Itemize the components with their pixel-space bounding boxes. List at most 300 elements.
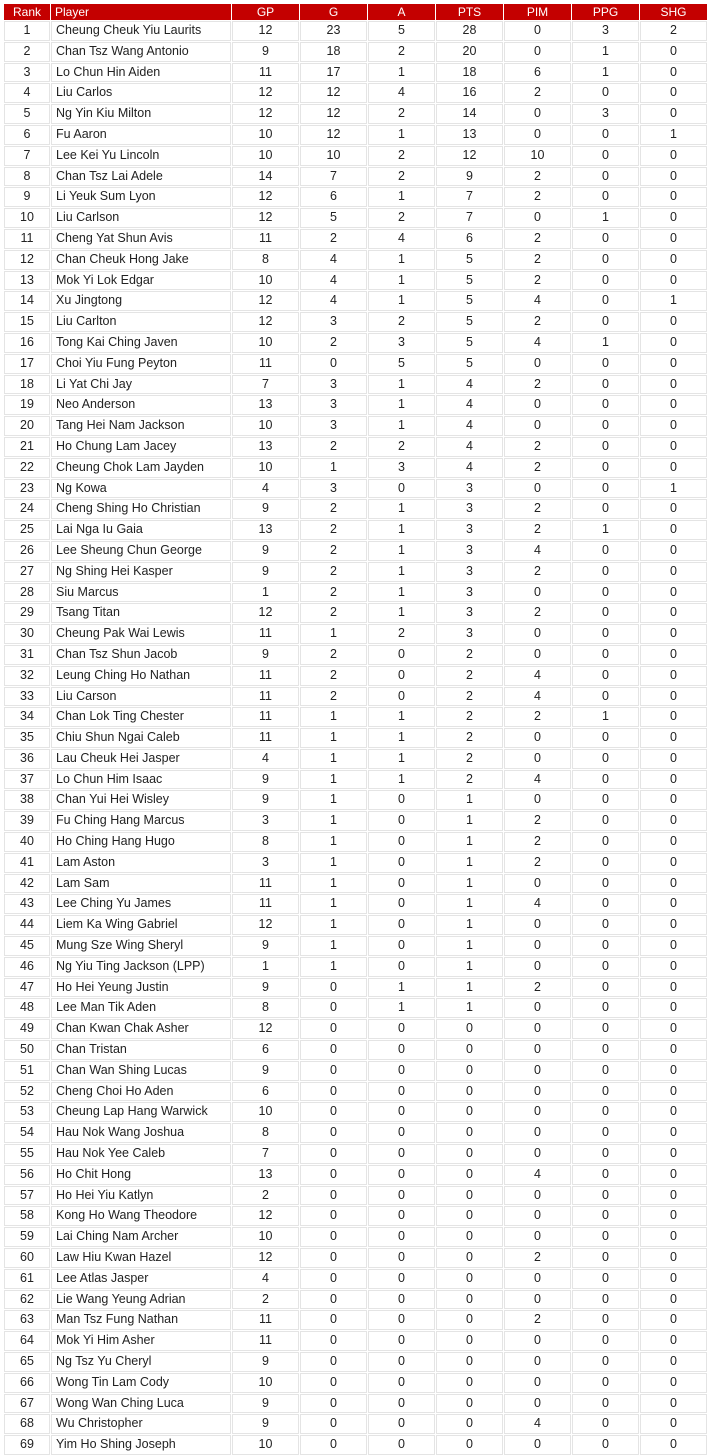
cell-shg: 1	[640, 479, 707, 499]
cell-pim: 2	[504, 562, 571, 582]
cell-g: 3	[300, 395, 367, 415]
table-body	[4, 21, 707, 1455]
header-gp[interactable]: GP	[232, 4, 299, 20]
cell-player: Cheng Shing Ho Christian	[51, 499, 231, 519]
cell-a: 2	[368, 104, 435, 124]
cell-pim: 2	[504, 167, 571, 187]
cell-shg: 0	[640, 811, 707, 831]
cell-a: 0	[368, 894, 435, 914]
cell-shg: 0	[640, 416, 707, 436]
cell-pim: 0	[504, 1227, 571, 1247]
cell-a: 0	[368, 1123, 435, 1143]
cell-pim: 0	[504, 208, 571, 228]
cell-shg: 0	[640, 707, 707, 727]
table-row	[4, 1269, 707, 1289]
cell-player: Kong Ho Wang Theodore	[51, 1206, 231, 1226]
cell-g: 0	[300, 1290, 367, 1310]
cell-rank: 46	[4, 957, 50, 977]
cell-pim: 0	[504, 1186, 571, 1206]
cell-a: 0	[368, 687, 435, 707]
cell-shg: 0	[640, 333, 707, 353]
cell-g: 3	[300, 416, 367, 436]
cell-pts: 1	[436, 853, 503, 873]
cell-a: 0	[368, 832, 435, 852]
cell-pim: 0	[504, 624, 571, 644]
cell-pts: 1	[436, 790, 503, 810]
cell-gp: 11	[232, 63, 299, 83]
cell-rank: 66	[4, 1373, 50, 1393]
cell-player: Tang Hei Nam Jackson	[51, 416, 231, 436]
cell-rank: 14	[4, 291, 50, 311]
cell-rank: 51	[4, 1061, 50, 1081]
table-row	[4, 915, 707, 935]
cell-gp: 12	[232, 83, 299, 103]
cell-gp: 1	[232, 583, 299, 603]
cell-pts: 5	[436, 333, 503, 353]
cell-shg: 0	[640, 1373, 707, 1393]
cell-pts: 4	[436, 437, 503, 457]
table-row	[4, 1435, 707, 1455]
cell-ppg: 0	[572, 790, 639, 810]
cell-pts: 3	[436, 624, 503, 644]
cell-g: 2	[300, 583, 367, 603]
cell-gp: 9	[232, 541, 299, 561]
cell-g: 1	[300, 874, 367, 894]
table-row	[4, 1144, 707, 1164]
cell-a: 0	[368, 666, 435, 686]
cell-ppg: 0	[572, 146, 639, 166]
cell-a: 2	[368, 42, 435, 62]
cell-rank: 37	[4, 770, 50, 790]
cell-ppg: 0	[572, 978, 639, 998]
cell-player: Tong Kai Ching Javen	[51, 333, 231, 353]
cell-player: Lee Kei Yu Lincoln	[51, 146, 231, 166]
cell-ppg: 0	[572, 125, 639, 145]
cell-g: 2	[300, 645, 367, 665]
cell-g: 0	[300, 1082, 367, 1102]
cell-player: Tsang Titan	[51, 603, 231, 623]
cell-player: Cheung Pak Wai Lewis	[51, 624, 231, 644]
cell-player: Wu Christopher	[51, 1414, 231, 1434]
cell-player: Ho Hei Yiu Katlyn	[51, 1186, 231, 1206]
cell-g: 5	[300, 208, 367, 228]
cell-pim: 0	[504, 1019, 571, 1039]
table-row	[4, 312, 707, 332]
cell-ppg: 0	[572, 583, 639, 603]
cell-gp: 10	[232, 125, 299, 145]
cell-pim: 2	[504, 1310, 571, 1330]
cell-shg: 0	[640, 437, 707, 457]
table-row	[4, 520, 707, 540]
cell-a: 0	[368, 936, 435, 956]
cell-shg: 0	[640, 936, 707, 956]
cell-a: 5	[368, 354, 435, 374]
cell-player: Ng Tsz Yu Cheryl	[51, 1352, 231, 1372]
table-row	[4, 416, 707, 436]
cell-gp: 8	[232, 250, 299, 270]
player-stats-table	[3, 3, 708, 1456]
cell-rank: 62	[4, 1290, 50, 1310]
cell-player: Lo Chun Him Isaac	[51, 770, 231, 790]
cell-g: 0	[300, 1165, 367, 1185]
cell-pts: 1	[436, 998, 503, 1018]
cell-player: Ng Yiu Ting Jackson (LPP)	[51, 957, 231, 977]
cell-a: 0	[368, 853, 435, 873]
cell-player: Choi Yiu Fung Peyton	[51, 354, 231, 374]
cell-player: Liu Carson	[51, 687, 231, 707]
table-row	[4, 707, 707, 727]
cell-ppg: 0	[572, 624, 639, 644]
cell-rank: 56	[4, 1165, 50, 1185]
cell-pts: 2	[436, 687, 503, 707]
cell-player: Mok Yi Him Asher	[51, 1331, 231, 1351]
cell-pts: 0	[436, 1061, 503, 1081]
cell-g: 1	[300, 458, 367, 478]
cell-pts: 18	[436, 63, 503, 83]
table-row	[4, 1082, 707, 1102]
table-row	[4, 458, 707, 478]
cell-pts: 1	[436, 915, 503, 935]
table-row	[4, 1061, 707, 1081]
cell-a: 0	[368, 1373, 435, 1393]
cell-player: Lee Sheung Chun George	[51, 541, 231, 561]
cell-g: 6	[300, 187, 367, 207]
cell-rank: 52	[4, 1082, 50, 1102]
cell-gp: 10	[232, 1227, 299, 1247]
table-row	[4, 728, 707, 748]
cell-gp: 9	[232, 499, 299, 519]
table-row	[4, 1123, 707, 1143]
cell-player: Neo Anderson	[51, 395, 231, 415]
cell-rank: 20	[4, 416, 50, 436]
cell-rank: 16	[4, 333, 50, 353]
cell-player: Lie Wang Yeung Adrian	[51, 1290, 231, 1310]
cell-gp: 4	[232, 1269, 299, 1289]
cell-player: Ho Chit Hong	[51, 1165, 231, 1185]
cell-gp: 13	[232, 520, 299, 540]
cell-g: 0	[300, 998, 367, 1018]
table-row	[4, 749, 707, 769]
cell-ppg: 0	[572, 832, 639, 852]
cell-player: Siu Marcus	[51, 583, 231, 603]
cell-pts: 5	[436, 291, 503, 311]
cell-rank: 22	[4, 458, 50, 478]
cell-ppg: 0	[572, 271, 639, 291]
cell-rank: 57	[4, 1186, 50, 1206]
cell-ppg: 0	[572, 645, 639, 665]
cell-shg: 0	[640, 167, 707, 187]
cell-g: 2	[300, 499, 367, 519]
cell-shg: 0	[640, 1123, 707, 1143]
cell-shg: 0	[640, 1144, 707, 1164]
table-row	[4, 1290, 707, 1310]
header-ppg[interactable]: PPG	[572, 4, 639, 20]
cell-ppg: 0	[572, 1061, 639, 1081]
cell-shg: 0	[640, 583, 707, 603]
cell-pts: 14	[436, 104, 503, 124]
cell-rank: 43	[4, 894, 50, 914]
cell-pim: 0	[504, 1373, 571, 1393]
cell-rank: 67	[4, 1394, 50, 1414]
table-row	[4, 1414, 707, 1434]
cell-shg: 0	[640, 458, 707, 478]
cell-ppg: 0	[572, 811, 639, 831]
cell-a: 0	[368, 957, 435, 977]
cell-g: 0	[300, 1019, 367, 1039]
cell-g: 0	[300, 1310, 367, 1330]
table-row	[4, 978, 707, 998]
cell-gp: 11	[232, 1310, 299, 1330]
cell-rank: 12	[4, 250, 50, 270]
table-row	[4, 957, 707, 977]
cell-pim: 2	[504, 312, 571, 332]
cell-g: 1	[300, 894, 367, 914]
cell-pts: 4	[436, 416, 503, 436]
cell-player: Lam Aston	[51, 853, 231, 873]
cell-a: 3	[368, 458, 435, 478]
cell-player: Chan Lok Ting Chester	[51, 707, 231, 727]
cell-shg: 0	[640, 1206, 707, 1226]
cell-ppg: 0	[572, 541, 639, 561]
cell-pts: 13	[436, 125, 503, 145]
cell-rank: 49	[4, 1019, 50, 1039]
cell-gp: 11	[232, 229, 299, 249]
cell-pim: 0	[504, 1290, 571, 1310]
cell-pim: 4	[504, 894, 571, 914]
cell-pim: 0	[504, 1144, 571, 1164]
cell-g: 4	[300, 250, 367, 270]
cell-ppg: 0	[572, 250, 639, 270]
cell-pim: 2	[504, 375, 571, 395]
table-row	[4, 1206, 707, 1226]
cell-rank: 17	[4, 354, 50, 374]
cell-a: 1	[368, 395, 435, 415]
cell-pim: 4	[504, 541, 571, 561]
cell-pim: 4	[504, 770, 571, 790]
cell-ppg: 0	[572, 458, 639, 478]
table-row	[4, 1352, 707, 1372]
cell-gp: 10	[232, 458, 299, 478]
cell-g: 2	[300, 333, 367, 353]
cell-rank: 54	[4, 1123, 50, 1143]
cell-rank: 45	[4, 936, 50, 956]
cell-ppg: 0	[572, 1102, 639, 1122]
header-a[interactable]: A	[368, 4, 435, 20]
cell-pts: 0	[436, 1331, 503, 1351]
cell-player: Mok Yi Lok Edgar	[51, 271, 231, 291]
cell-shg: 0	[640, 354, 707, 374]
cell-ppg: 0	[572, 499, 639, 519]
cell-player: Chan Wan Shing Lucas	[51, 1061, 231, 1081]
cell-g: 0	[300, 1269, 367, 1289]
cell-a: 2	[368, 167, 435, 187]
cell-pim: 0	[504, 1206, 571, 1226]
table-row	[4, 395, 707, 415]
cell-player: Ho Hei Yeung Justin	[51, 978, 231, 998]
cell-pts: 3	[436, 583, 503, 603]
cell-pts: 0	[436, 1394, 503, 1414]
cell-ppg: 0	[572, 1165, 639, 1185]
cell-player: Lau Cheuk Hei Jasper	[51, 749, 231, 769]
cell-pts: 0	[436, 1352, 503, 1372]
cell-a: 2	[368, 312, 435, 332]
cell-gp: 12	[232, 291, 299, 311]
cell-gp: 6	[232, 1082, 299, 1102]
cell-pts: 1	[436, 832, 503, 852]
cell-pim: 2	[504, 520, 571, 540]
table-row	[4, 666, 707, 686]
cell-pts: 4	[436, 458, 503, 478]
cell-pts: 2	[436, 666, 503, 686]
cell-player: Lee Atlas Jasper	[51, 1269, 231, 1289]
cell-ppg: 0	[572, 874, 639, 894]
cell-shg: 0	[640, 42, 707, 62]
cell-pim: 2	[504, 271, 571, 291]
cell-g: 4	[300, 271, 367, 291]
cell-player: Lai Nga Iu Gaia	[51, 520, 231, 540]
cell-g: 2	[300, 666, 367, 686]
cell-player: Chan Tsz Lai Adele	[51, 167, 231, 187]
cell-shg: 0	[640, 250, 707, 270]
cell-ppg: 0	[572, 375, 639, 395]
table-row	[4, 333, 707, 353]
cell-ppg: 1	[572, 42, 639, 62]
cell-a: 2	[368, 208, 435, 228]
cell-shg: 0	[640, 1227, 707, 1247]
header-player[interactable]: Player	[51, 4, 231, 20]
table-row	[4, 167, 707, 187]
header-pim[interactable]: PIM	[504, 4, 571, 20]
cell-a: 1	[368, 603, 435, 623]
cell-g: 1	[300, 728, 367, 748]
cell-a: 2	[368, 624, 435, 644]
cell-g: 2	[300, 520, 367, 540]
cell-rank: 10	[4, 208, 50, 228]
cell-gp: 13	[232, 395, 299, 415]
cell-g: 0	[300, 1435, 367, 1455]
cell-gp: 9	[232, 1061, 299, 1081]
cell-player: Lo Chun Hin Aiden	[51, 63, 231, 83]
cell-pts: 16	[436, 83, 503, 103]
header-pts[interactable]: PTS	[436, 4, 503, 20]
cell-gp: 11	[232, 728, 299, 748]
cell-rank: 4	[4, 83, 50, 103]
cell-a: 0	[368, 479, 435, 499]
cell-shg: 0	[640, 271, 707, 291]
cell-pts: 20	[436, 42, 503, 62]
cell-shg: 0	[640, 666, 707, 686]
cell-ppg: 0	[572, 1082, 639, 1102]
cell-gp: 3	[232, 811, 299, 831]
cell-player: Liu Carlton	[51, 312, 231, 332]
cell-a: 1	[368, 978, 435, 998]
cell-shg: 0	[640, 1186, 707, 1206]
cell-rank: 55	[4, 1144, 50, 1164]
cell-player: Lee Man Tik Aden	[51, 998, 231, 1018]
cell-g: 0	[300, 1123, 367, 1143]
cell-pts: 0	[436, 1186, 503, 1206]
cell-pts: 1	[436, 978, 503, 998]
cell-gp: 10	[232, 333, 299, 353]
cell-shg: 0	[640, 146, 707, 166]
cell-ppg: 0	[572, 1310, 639, 1330]
cell-rank: 48	[4, 998, 50, 1018]
cell-shg: 0	[640, 770, 707, 790]
cell-a: 0	[368, 1331, 435, 1351]
header-g[interactable]: G	[300, 4, 367, 20]
cell-gp: 11	[232, 666, 299, 686]
cell-pim: 0	[504, 42, 571, 62]
cell-gp: 12	[232, 915, 299, 935]
cell-shg: 0	[640, 1414, 707, 1434]
header-shg[interactable]: SHG	[640, 4, 707, 20]
cell-shg: 0	[640, 832, 707, 852]
table-row	[4, 770, 707, 790]
cell-gp: 10	[232, 416, 299, 436]
cell-rank: 64	[4, 1331, 50, 1351]
table-row	[4, 562, 707, 582]
cell-g: 0	[300, 1144, 367, 1164]
cell-shg: 0	[640, 1394, 707, 1414]
header-rank[interactable]: Rank	[4, 4, 50, 20]
cell-player: Hau Nok Yee Caleb	[51, 1144, 231, 1164]
cell-g: 1	[300, 770, 367, 790]
cell-shg: 0	[640, 520, 707, 540]
cell-pim: 0	[504, 125, 571, 145]
cell-pts: 12	[436, 146, 503, 166]
cell-gp: 10	[232, 146, 299, 166]
cell-pim: 2	[504, 811, 571, 831]
cell-a: 1	[368, 707, 435, 727]
table-row	[4, 624, 707, 644]
cell-a: 0	[368, 915, 435, 935]
cell-ppg: 0	[572, 915, 639, 935]
cell-pts: 5	[436, 250, 503, 270]
cell-a: 4	[368, 83, 435, 103]
cell-pts: 0	[436, 1248, 503, 1268]
cell-a: 1	[368, 291, 435, 311]
cell-a: 5	[368, 21, 435, 41]
cell-rank: 44	[4, 915, 50, 935]
cell-ppg: 0	[572, 1290, 639, 1310]
cell-rank: 31	[4, 645, 50, 665]
table-row	[4, 104, 707, 124]
table-row	[4, 1040, 707, 1060]
cell-pts: 4	[436, 375, 503, 395]
cell-gp: 12	[232, 1206, 299, 1226]
cell-pts: 7	[436, 187, 503, 207]
cell-g: 12	[300, 83, 367, 103]
cell-pim: 0	[504, 1040, 571, 1060]
cell-ppg: 0	[572, 957, 639, 977]
cell-pim: 2	[504, 603, 571, 623]
cell-rank: 47	[4, 978, 50, 998]
cell-gp: 1	[232, 957, 299, 977]
cell-rank: 33	[4, 687, 50, 707]
cell-g: 1	[300, 624, 367, 644]
cell-gp: 13	[232, 1165, 299, 1185]
cell-a: 0	[368, 1186, 435, 1206]
cell-pim: 2	[504, 707, 571, 727]
cell-pts: 0	[436, 1269, 503, 1289]
cell-pts: 28	[436, 21, 503, 41]
cell-g: 1	[300, 936, 367, 956]
table-row	[4, 354, 707, 374]
table-row	[4, 1186, 707, 1206]
cell-shg: 0	[640, 1352, 707, 1372]
cell-pts: 0	[436, 1102, 503, 1122]
cell-player: Cheng Choi Ho Aden	[51, 1082, 231, 1102]
